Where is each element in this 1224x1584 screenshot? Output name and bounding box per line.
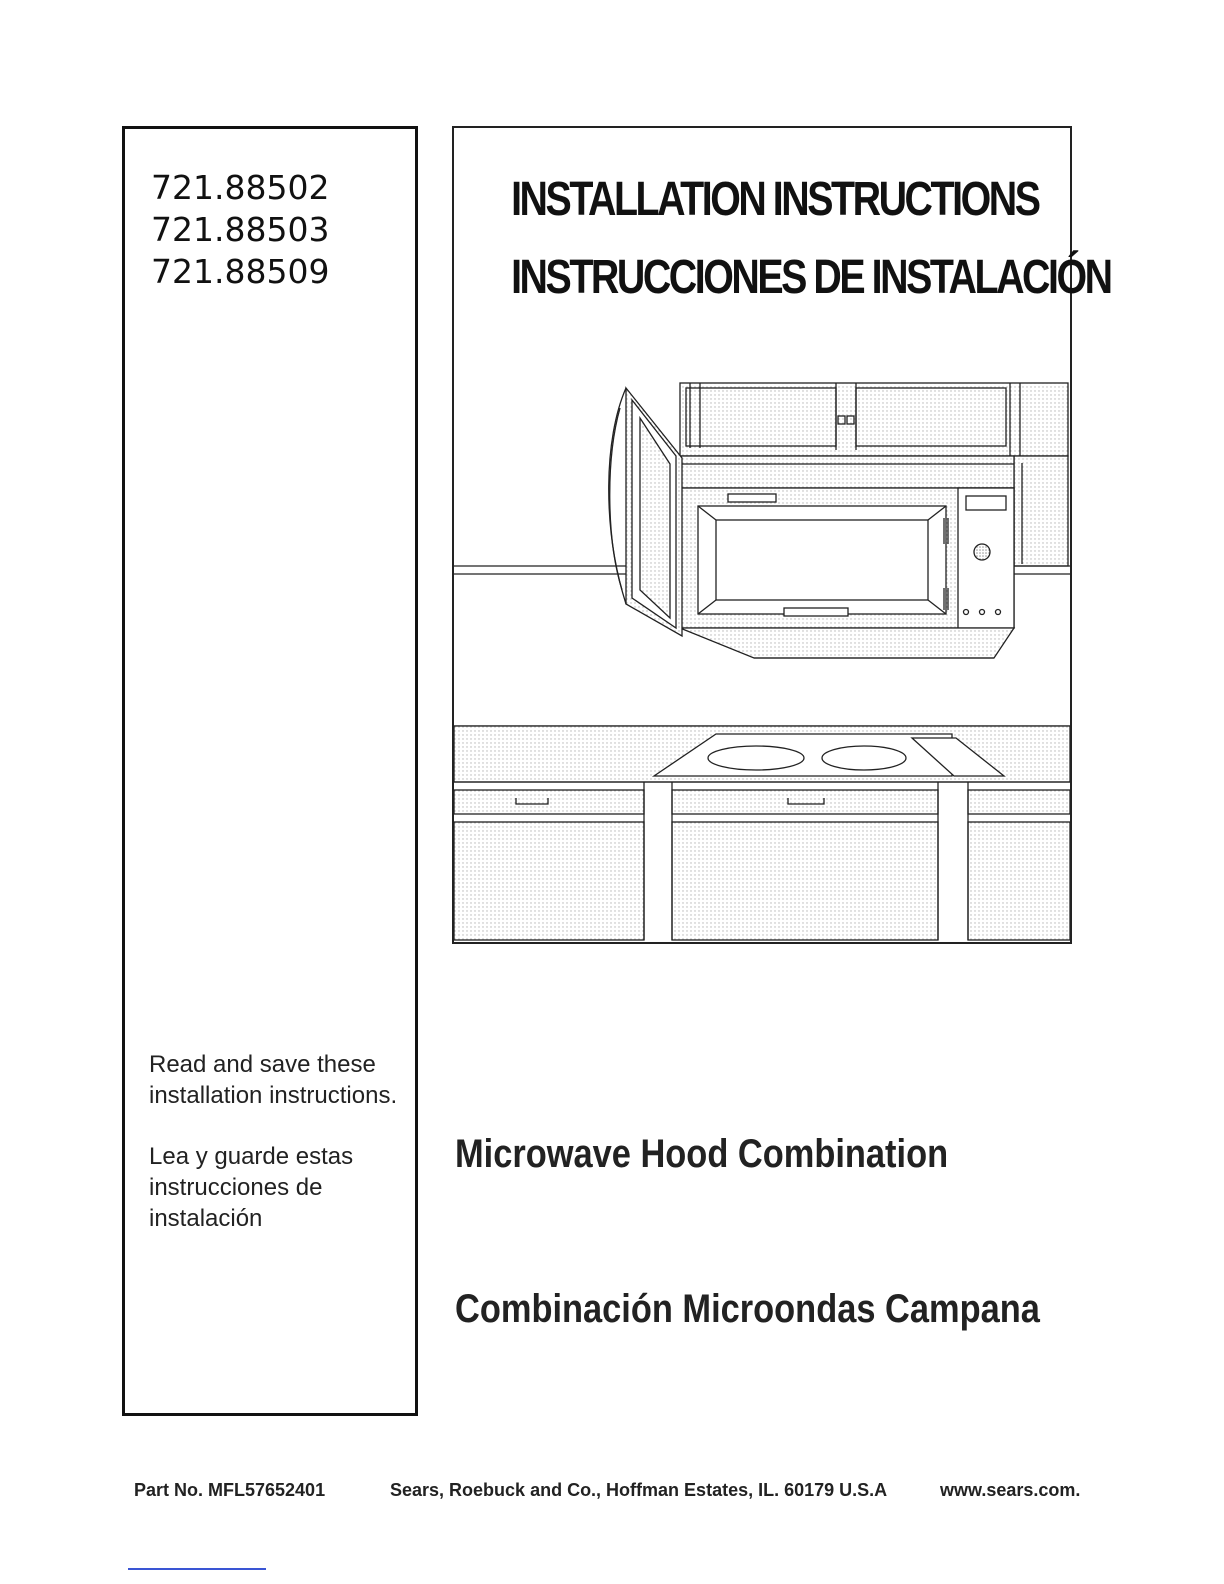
- model-number: 721.88503: [151, 210, 330, 249]
- part-number: Part No. MFL57652401: [134, 1480, 326, 1500]
- footer-divider: [128, 1568, 266, 1570]
- installation-instructions-title-es: INSTRUCCIONES DE INSTALACIÓN: [511, 251, 1111, 304]
- model-number: 721.88509: [151, 252, 330, 291]
- microwave-kitchen-illustration: [454, 378, 1070, 942]
- cover-illustration-frame: [452, 126, 1111, 944]
- save-instructions-note-es: Lea y guarde estas instrucciones de instalación: [149, 1143, 354, 1232]
- product-name-es: Combinación Microondas Campana: [455, 1287, 1040, 1331]
- website-link[interactable]: www.sears.com.: [940, 1480, 1081, 1500]
- model-number: 721.88502: [151, 168, 330, 207]
- model-panel: [122, 126, 418, 1416]
- save-instructions-note-en: Read and save these installation instructions.: [149, 1051, 398, 1109]
- installation-instructions-title: INSTALLATION INSTRUCTIONS: [511, 173, 1039, 226]
- manufacturer-address: Sears, Roebuck and Co., Hoffman Estates, IL. 60179 U.S.A: [390, 1480, 888, 1500]
- model-number-list: [151, 167, 329, 293]
- product-name-en: Microwave Hood Combination: [455, 1132, 949, 1176]
